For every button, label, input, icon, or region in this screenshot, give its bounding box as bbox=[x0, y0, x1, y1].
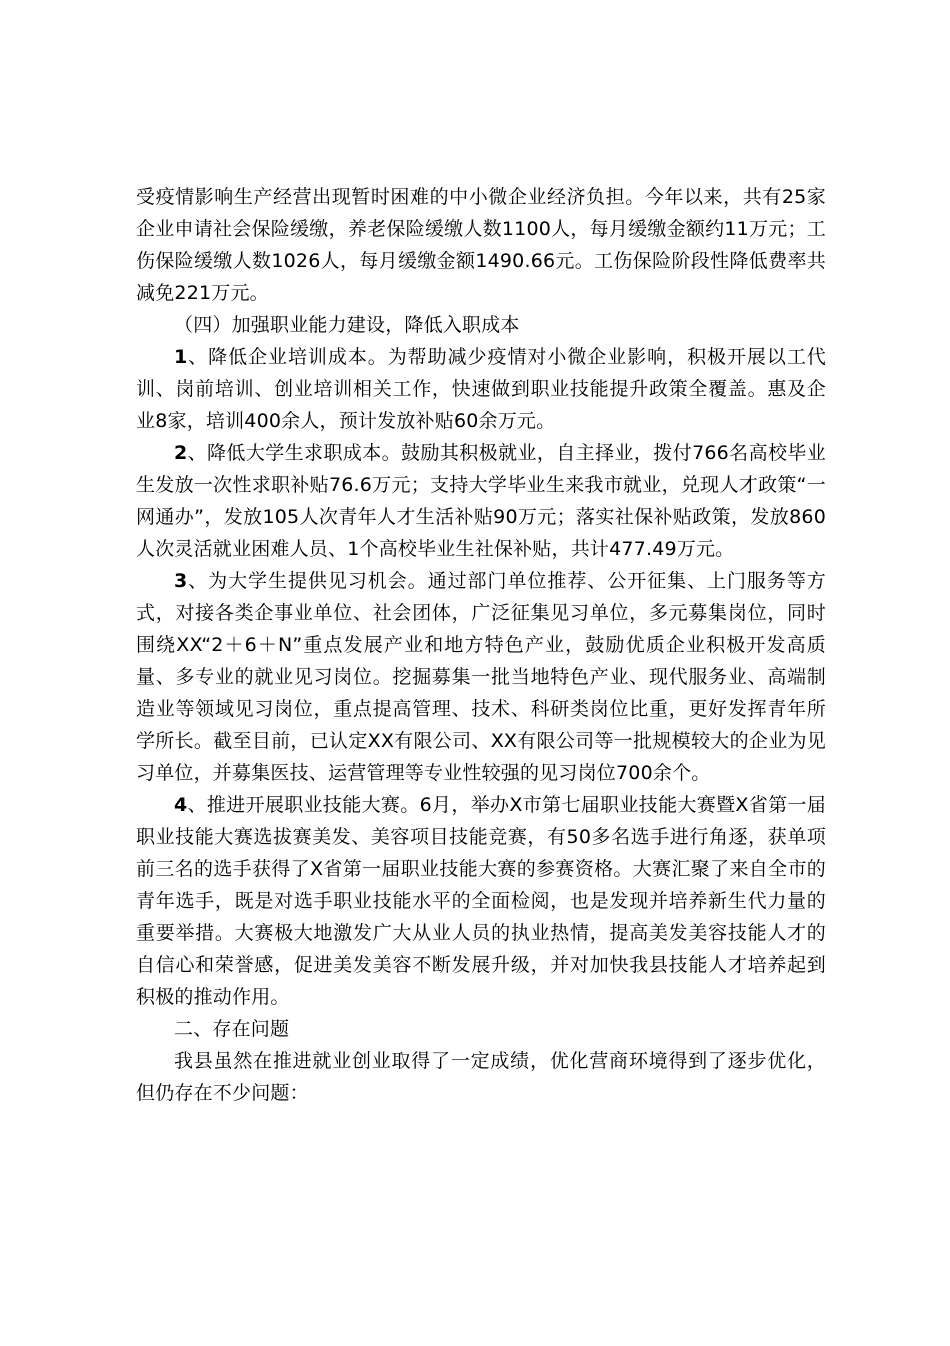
heading-text: 二、存在问题 bbox=[174, 1018, 290, 1040]
paragraph-text: 我县虽然在推进就业创业取得了一定成绩，优化营商环境得到了逐步优化，但仍存在不少问题： bbox=[136, 1050, 826, 1104]
paragraph-item-3 bbox=[136, 565, 826, 789]
document-body bbox=[136, 181, 826, 1109]
item-number: 4 bbox=[174, 794, 188, 816]
paragraph-problems-intro bbox=[136, 1045, 826, 1109]
paragraph-text: 、降低企业培训成本。为帮助减少疫情对小微企业影响，积极开展以工代训、岗前培训、创业培训相关工作，快速做到职业技能提升政策全覆盖。惠及企业8家，培训400余人，预计发放补贴60余万元。 bbox=[136, 346, 826, 432]
section-heading-existing-problems bbox=[136, 1013, 826, 1045]
heading-text: （四）加强职业能力建设，降低入职成本 bbox=[174, 314, 520, 336]
paragraph-text: 、推进开展职业技能大赛。6月，举办X市第七届职业技能大赛暨X省第一届职业技能大赛选拔赛美发、美容项目技能竞赛，有50多名选手进行角逐，获单项前三名的选手获得了X省第一届职业技能大赛的参赛资格。大赛汇聚了来自全市的青年选手，既是对选手职业技能水平的全面检阅，也是发现并培养新生代力量的重要举措。大赛极大地激发广大从业人员的执业热情，提高美发美容技能人才的自信心和荣誉感，促进美发美容不断发展升级，并对加快我县技能人才培养起到积极的推动作用。 bbox=[136, 794, 826, 1008]
paragraph-social-insurance-deferral bbox=[136, 181, 826, 309]
item-number: 3 bbox=[174, 570, 188, 592]
paragraph-item-1 bbox=[136, 341, 826, 437]
paragraph-text: 、降低大学生求职成本。鼓励其积极就业，自主择业，拨付766名高校毕业生发放一次性求职补贴76.6万元；支持大学毕业生来我市就业，兑现人才政策“一网通办”，发放105人次青年人才生活补贴90万元；落实社保补贴政策，发放860人次灵活就业困难人员、1个高校毕业生社保补贴，共计477.49万元。 bbox=[136, 442, 826, 560]
section-heading-vocational-capacity bbox=[136, 309, 826, 341]
paragraph-text: 、为大学生提供见习机会。通过部门单位推荐、公开征集、上门服务等方式，对接各类企事业单位、社会团体，广泛征集见习单位，多元募集岗位，同时围绕XX“2＋6＋N”重点发展产业和地方特色产业，鼓励优质企业积极开发高质量、多专业的就业见习岗位。挖掘募集一批当地特色产业、现代服务业、高端制造业等领域见习岗位，重点提高管理、技术、科研类岗位比重，更好发挥青年所学所长。截至目前，已认定XX有限公司、XX有限公司等一批规模较大的企业为见习单位，并募集医技、运营管理等专业性较强的见习岗位700余个。 bbox=[136, 570, 826, 784]
paragraph-item-4 bbox=[136, 789, 826, 1013]
item-number: 2 bbox=[174, 442, 188, 464]
paragraph-item-2 bbox=[136, 437, 826, 565]
item-number: 1 bbox=[174, 346, 188, 368]
paragraph-text: 受疫情影响生产经营出现暂时困难的中小微企业经济负担。今年以来，共有25家企业申请社会保险缓缴，养老保险缓缴人数1100人，每月缓缴金额约11万元；工伤保险缓缴人数1026人，每月缓缴金额1490.66元。工伤保险阶段性降低费率共减免221万元。 bbox=[136, 186, 826, 304]
